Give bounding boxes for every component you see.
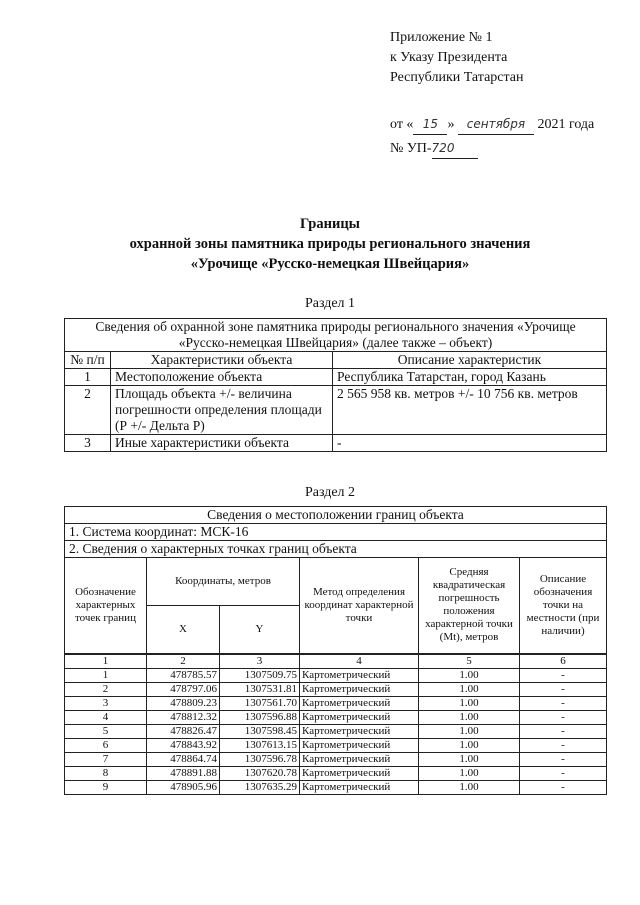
col-number: 3 (220, 654, 300, 669)
point-id: 3 (65, 696, 147, 710)
row-desc: Республика Татарстан, город Казань (333, 369, 607, 386)
table-row (65, 696, 607, 710)
point-x: 478905.96 (147, 780, 220, 794)
date-mid: » (447, 117, 455, 132)
point-error: 1.00 (419, 696, 520, 710)
col-number: 4 (300, 654, 419, 669)
row-num: 3 (65, 435, 111, 452)
point-y: 1307531.81 (220, 682, 300, 696)
point-error: 1.00 (419, 724, 520, 738)
coord-system: 1. Система координат: МСК-16 (65, 524, 607, 541)
point-x: 478797.06 (147, 682, 220, 696)
point-desc: - (520, 780, 607, 794)
header-error: Средняя квадратическая погрешность положения характерной точки (Мt), метров (419, 558, 520, 654)
table-row (65, 780, 607, 794)
col-number: 6 (520, 654, 607, 669)
col-header-num: № п/п (65, 352, 111, 369)
date-day: 15 (413, 114, 447, 135)
point-id: 7 (65, 752, 147, 766)
point-method: Картометрический (300, 738, 419, 752)
section2-table-title: Сведения о местоположении границ объекта (65, 507, 607, 524)
point-id: 8 (65, 766, 147, 780)
point-method: Картометрический (300, 752, 419, 766)
point-desc: - (520, 682, 607, 696)
point-y: 1307635.29 (220, 780, 300, 794)
table-row (65, 738, 607, 752)
row-num: 2 (65, 386, 111, 435)
header-method: Метод определения координат характерной точки (300, 558, 419, 654)
row-char: Иные характеристики объекта (111, 435, 333, 452)
section1-table-title: Сведения об охранной зоне памятника природы регионального значения «Урочище «Русско-немецкая Швейцария» (далее также – объект) (65, 319, 607, 352)
point-error: 1.00 (419, 682, 520, 696)
point-x: 478809.23 (147, 696, 220, 710)
section2-heading: Раздел 2 (304, 485, 356, 500)
table-row (65, 766, 607, 780)
date-month: сентября (458, 114, 534, 135)
header-x: X (147, 606, 220, 654)
doc-title-line-1: Границы (299, 216, 360, 232)
appendix-line-1: Приложение № 1 (390, 30, 493, 45)
number-value: 720 (432, 138, 478, 159)
point-x: 478812.32 (147, 710, 220, 724)
column-numbers-row (65, 654, 607, 669)
point-error: 1.00 (419, 738, 520, 752)
point-error: 1.00 (419, 710, 520, 724)
table-row (65, 724, 607, 738)
row-num: 1 (65, 369, 111, 386)
point-id: 1 (65, 668, 147, 682)
point-y: 1307596.78 (220, 752, 300, 766)
row-char: Площадь объекта +/- величина погрешности определения площади (Р +/- Дельта Р) (111, 386, 333, 435)
point-id: 5 (65, 724, 147, 738)
point-error: 1.00 (419, 668, 520, 682)
point-method: Картометрический (300, 724, 419, 738)
point-method: Картометрический (300, 710, 419, 724)
table-row (65, 435, 607, 452)
section2-table (64, 506, 607, 795)
point-method: Картометрический (300, 766, 419, 780)
point-y: 1307596.88 (220, 710, 300, 724)
point-desc: - (520, 766, 607, 780)
appendix-line-2: к Указу Президента (390, 50, 508, 65)
point-desc: - (520, 696, 607, 710)
point-x: 478785.57 (147, 668, 220, 682)
section1-heading: Раздел 1 (304, 296, 356, 311)
point-id: 4 (65, 710, 147, 724)
points-title: 2. Сведения о характерных точках границ объекта (65, 541, 607, 558)
header-desc: Описание обозначения точки на местности (при наличии) (520, 558, 607, 654)
col-header-desc: Описание характеристик (333, 352, 607, 369)
table-row (65, 386, 607, 435)
point-x: 478864.74 (147, 752, 220, 766)
point-method: Картометрический (300, 696, 419, 710)
col-number: 1 (65, 654, 147, 669)
point-y: 1307509.75 (220, 668, 300, 682)
row-desc: 2 565 958 кв. метров +/- 10 756 кв. метров (333, 386, 607, 435)
appendix-date (390, 114, 594, 135)
date-year: 2021 года (537, 117, 595, 132)
point-desc: - (520, 724, 607, 738)
row-char: Местоположение объекта (111, 369, 333, 386)
doc-title-line-3: «Урочище «Русско-немецкая Швейцария» (190, 256, 470, 272)
point-method: Картометрический (300, 682, 419, 696)
point-id: 9 (65, 780, 147, 794)
point-method: Картометрический (300, 668, 419, 682)
point-error: 1.00 (419, 780, 520, 794)
point-id: 6 (65, 738, 147, 752)
point-error: 1.00 (419, 752, 520, 766)
col-number: 2 (147, 654, 220, 669)
section1-table (64, 318, 607, 452)
point-y: 1307613.15 (220, 738, 300, 752)
header-coords: Координаты, метров (147, 558, 300, 606)
doc-title-line-2: охранной зоны памятника природы регионального значения (129, 236, 531, 252)
table-row (65, 682, 607, 696)
point-error: 1.00 (419, 766, 520, 780)
point-y: 1307598.45 (220, 724, 300, 738)
col-header-char: Характеристики объекта (111, 352, 333, 369)
header-designation: Обозначение характерных точек границ (65, 558, 147, 654)
point-y: 1307620.78 (220, 766, 300, 780)
table-row (65, 710, 607, 724)
point-desc: - (520, 668, 607, 682)
point-y: 1307561.70 (220, 696, 300, 710)
point-method: Картометрический (300, 780, 419, 794)
appendix-line-3: Республики Татарстан (390, 70, 524, 85)
table-row (65, 668, 607, 682)
number-prefix: № УП- (390, 141, 432, 156)
table-row (65, 752, 607, 766)
table-row (65, 369, 607, 386)
point-x: 478826.47 (147, 724, 220, 738)
date-prefix: от « (390, 117, 414, 132)
point-id: 2 (65, 682, 147, 696)
point-desc: - (520, 738, 607, 752)
appendix-number (390, 138, 478, 159)
col-number: 5 (419, 654, 520, 669)
point-desc: - (520, 752, 607, 766)
point-x: 478891.88 (147, 766, 220, 780)
row-desc: - (333, 435, 607, 452)
point-desc: - (520, 710, 607, 724)
point-x: 478843.92 (147, 738, 220, 752)
header-y: Y (220, 606, 300, 654)
